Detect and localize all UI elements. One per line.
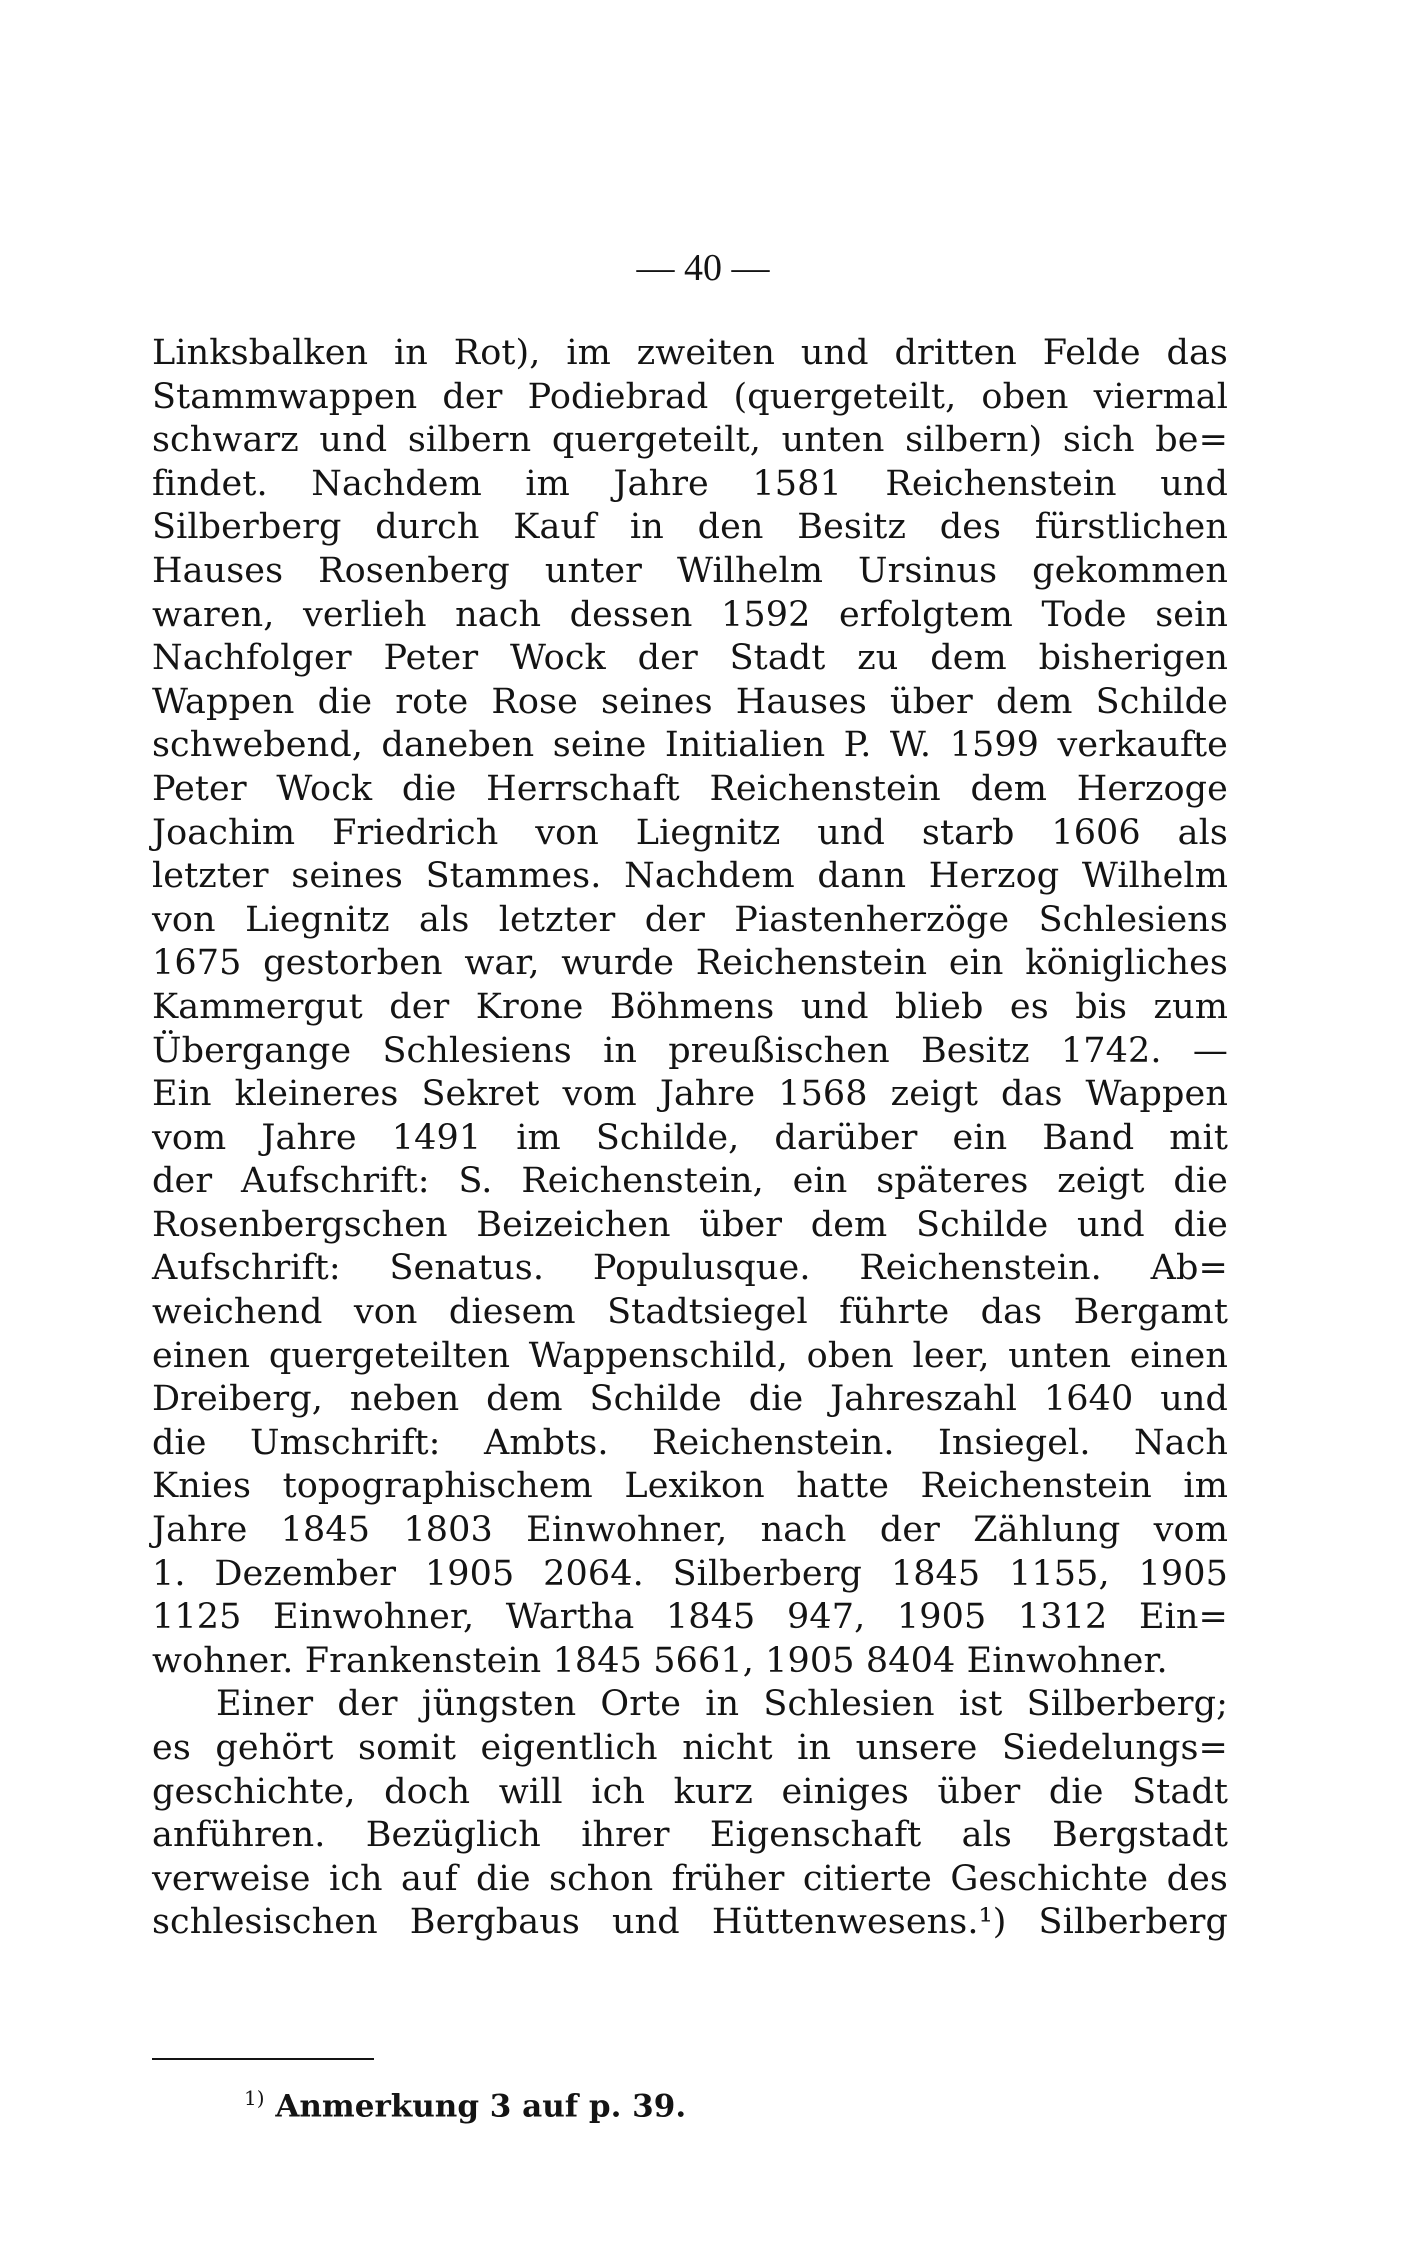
paragraph-first-line: Einer der jüngsten Orte in Schlesien ist Silberberg;: [216, 1684, 1228, 1725]
text-line: Joachim Friedrich von Liegnitz und starb 1606 als: [152, 812, 1228, 853]
text-line: die Umschrift: Ambts. Reichenstein. Insiegel. Nach: [152, 1422, 1228, 1463]
footnote-divider: [152, 2058, 374, 2060]
text-line: 1. Dezember 1905 2064. Silberberg 1845 1155, 1905: [152, 1553, 1228, 1594]
text-line: letzter seines Stammes. Nachdem dann Herzog Wilhelm: [152, 856, 1228, 897]
text-line: 1125 Einwohner, Wartha 1845 947, 1905 1312 Ein=: [152, 1597, 1228, 1638]
text-line: findet. Nachdem im Jahre 1581 Reichenstein und: [152, 463, 1228, 504]
text-line: Kammergut der Krone Böhmens und blieb es bis zum: [152, 986, 1228, 1027]
text-line: Übergange Schlesiens in preußischen Besitz 1742. —: [152, 1030, 1228, 1071]
footnote-text: Anmerkung 3 auf p. 39.: [275, 2088, 687, 2125]
text-line: geschichte, doch will ich kurz einiges über die Stadt: [152, 1771, 1228, 1812]
text-line: waren, verlieh nach dessen 1592 erfolgtem Tode sein: [152, 594, 1228, 635]
text-line: vom Jahre 1491 im Schilde, darüber ein Band mit: [152, 1117, 1228, 1158]
body-text: [152, 332, 1228, 1945]
page-number: — 40 —: [636, 247, 770, 289]
text-line: Dreiberg, neben dem Schilde die Jahreszahl 1640 und: [152, 1379, 1228, 1420]
text-line: verweise ich auf die schon früher citierte Geschichte des: [152, 1858, 1228, 1899]
text-line: schwarz und silbern quergeteilt, unten silbern) sich be=: [152, 420, 1228, 461]
text-line: von Liegnitz als letzter der Piastenherzöge Schlesiens: [152, 899, 1228, 940]
text-line: Silberberg durch Kauf in den Besitz des fürstlichen: [152, 507, 1228, 548]
footnote: [244, 2086, 686, 2124]
text-line: der Aufschrift: S. Reichenstein, ein späteres zeigt die: [152, 1161, 1228, 1202]
text-line: Ein kleineres Sekret vom Jahre 1568 zeigt das Wappen: [152, 1074, 1228, 1115]
text-line: Nachfolger Peter Wock der Stadt zu dem bisherigen: [152, 638, 1228, 679]
text-line: Aufschrift: Senatus. Populusque. Reichenstein. Ab=: [152, 1248, 1228, 1289]
text-line: Hauses Rosenberg unter Wilhelm Ursinus gekommen: [152, 550, 1228, 591]
text-line: Stammwappen der Podiebrad (quergeteilt, oben viermal: [152, 376, 1228, 417]
text-line: Wappen die rote Rose seines Hauses über dem Schilde: [152, 681, 1228, 722]
text-line: es gehört somit eigentlich nicht in unsere Siedelungs=: [152, 1728, 1228, 1768]
text-line: Rosenbergschen Beizeichen über dem Schilde und die: [152, 1204, 1228, 1245]
text-line: Jahre 1845 1803 Einwohner, nach der Zählung vom: [152, 1510, 1228, 1551]
text-line: weichend von diesem Stadtsiegel führte das Bergamt: [152, 1292, 1228, 1333]
text-line: Linksbalken in Rot), im zweiten und dritten Felde das: [152, 333, 1228, 373]
footnote-mark: 1): [244, 2086, 265, 2110]
text-line: einen quergeteilten Wappenschild, oben leer, unten einen: [152, 1335, 1228, 1376]
text-line: 1675 gestorben war, wurde Reichenstein ein königliches: [152, 943, 1228, 984]
text-line: schlesischen Bergbaus und Hüttenwesens.¹) Silberberg: [152, 1902, 1228, 1943]
text-line: schwebend, daneben seine Initialien P. W. 1599 verkaufte: [152, 725, 1228, 766]
text-line: Knies topographischem Lexikon hatte Reichenstein im: [152, 1466, 1228, 1507]
text-line: anführen. Bezüglich ihrer Eigenschaft als Bergstadt: [152, 1815, 1228, 1856]
text-line: Peter Wock die Herrschaft Reichenstein dem Herzoge: [152, 768, 1228, 809]
text-line: wohner. Frankenstein 1845 5661, 1905 8404 Einwohner.: [152, 1640, 1168, 1681]
